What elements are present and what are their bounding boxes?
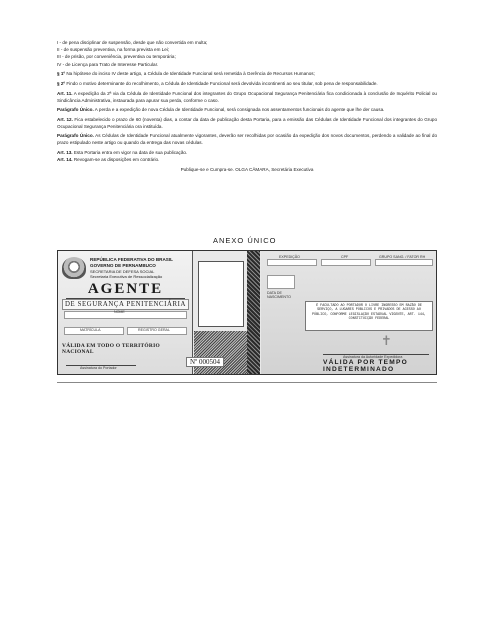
paragraph-1-label: § 1º — [57, 71, 66, 77]
article-11-label: Art. 11. — [57, 90, 73, 96]
paragraph-2-text: Findo o motivo determinante do recolhimento, a Cédula de Identidade Funcional será devolvida incontinenti ao seu titular, sob pena de responsabilidade. — [66, 81, 378, 87]
annex-title: ANEXO ÚNICO — [213, 236, 277, 245]
grupo-field — [375, 259, 433, 266]
item-ii: II - de suspensão preventiva, na forma prevista em Lei; — [57, 47, 170, 53]
article-11 — [57, 91, 437, 104]
coat-of-arms-icon — [62, 257, 86, 279]
article-14-label: Art. 14. — [57, 157, 73, 162]
bottom-divider — [57, 382, 437, 383]
data-nasc-field — [267, 275, 295, 289]
holder-signature-label: Assinatura do Portador — [80, 366, 117, 370]
paragraph-1-text: Na hipótese do inciso IV deste artigo, a Cédula de Identidade Funcional será remetida à Gerência de Recursos Humanos; — [66, 71, 315, 77]
article-11-text: A expedição da 2ª via da Cédula de Identidade Funcional dos integrantes do Grupo Ocupacional Segurança Penitenciária fica condicionada à conclusão de Inquérito Policial ou Sindicância Administrativa, instaurada para apurar sua perda, conforme o caso. — [57, 90, 437, 103]
expedicao-label: EXPEDIÇÃO — [279, 255, 300, 259]
paragrafo-unico-1-label: Parágrafo Único. — [57, 107, 94, 113]
expedicao-field — [267, 259, 317, 266]
paragrafo-unico-2 — [57, 133, 437, 146]
article-12 — [57, 117, 437, 130]
paragrafo-unico-2-label: Parágrafo Único. — [57, 133, 94, 139]
article-12-text: Fica estabelecido o prazo de 60 (noventa) dias, a contar da data de publicação desta Portaria, para a emissão das Cédulas de Identidade Funcional dos integrantes do Grupo Ocupacional Segurança Penitenciária ora instituída. — [57, 117, 437, 129]
card-institution — [90, 257, 173, 280]
inst-line-3: SECRETARIA DE DEFESA SOCIAL — [90, 268, 155, 274]
registro-label: REGISTRO GERAL — [138, 328, 170, 332]
cross-icon: ✝ — [381, 334, 392, 349]
item-iv: IV - de Licença para Trato de Interesse Particular. — [57, 61, 159, 67]
matricula-label: MATRÍCULA — [80, 328, 101, 332]
article-13-label: Art. 13. — [57, 149, 73, 155]
card-back-panel — [261, 251, 437, 374]
paragrafo-unico-1 — [57, 107, 437, 114]
paragrafo-unico-2-text: As Cédulas de Identidade Funcional atualmente vigorantes, deverão ser recolhidas por ocasião da expedição dos novos documentos, perdendo a validade ao final do prazo estipulado neste artigo ou quando da entrega das novas cédulas. — [57, 133, 437, 146]
inst-line-1: REPÚBLICA FEDERATIVA DO BRASIL — [90, 257, 173, 262]
authority-signature-label: Assinatura da Autoridade Expedidora — [343, 355, 403, 359]
article-14 — [57, 157, 437, 164]
name-field — [64, 311, 187, 319]
name-label: NOME — [114, 310, 125, 314]
document-text — [57, 40, 437, 177]
inst-line-2: GOVERNO DE PERNAMBUCO — [90, 262, 156, 268]
data-nasc-label: DATA DE NASCIMENTO — [267, 291, 291, 299]
cpf-label: CPF — [341, 255, 349, 259]
paragrafo-unico-1-text: A perda e a expedição de nova Cédula de Identidade Funcional, será consignada nos assentamentos funcionais do agente que lhe der causa. — [94, 107, 385, 113]
paragraph-2 — [57, 81, 437, 88]
validity-indefinite: VÁLIDA POR TEMPO INDETERMINADO — [323, 359, 408, 373]
grupo-label: GRUPO SANG. / FATOR RH — [379, 255, 426, 259]
card-corps: DE SEGURANÇA PENITENCIÁRIA — [62, 299, 189, 310]
validity-national: VÁLIDA EM TODO O TERRITÓRIO NACIONAL — [62, 343, 160, 355]
card-front-panel — [58, 251, 193, 374]
id-card — [57, 250, 437, 375]
article-14-text: Revogam-se as disposições em contrário. — [73, 157, 160, 162]
cpf-field — [321, 259, 371, 266]
security-stripe — [247, 251, 260, 374]
photo-placeholder — [198, 261, 244, 327]
item-iii: III - de prisão, por conveniência, preventiva ou temporária; — [57, 54, 176, 60]
paragraph-1 — [57, 71, 437, 78]
card-number: Nº 000504 — [186, 357, 224, 367]
paragraph-2-label: § 2º — [57, 81, 66, 87]
inst-line-4: Secretaria Executiva de Ressocialização — [90, 274, 163, 280]
item-i: I - de pena disciplinar de suspensão, desde que não convertida em multa; — [57, 40, 208, 45]
article-13 — [57, 150, 437, 157]
card-role-title: AGENTE — [66, 281, 185, 299]
article-12-label: Art. 12. — [57, 117, 73, 123]
signature-line: Publique-se e Cumpra-se. OLGA CÂMARA, Secretária Executiva — [180, 166, 314, 172]
article-13-text: Esta Portaria entra em vigor na data de sua publicação. — [73, 149, 188, 155]
card-notice: É FACULTADO AO PORTADOR O LIVRE INGRESSO EM RAZÃO DE SERVIÇO, A LUGARES PÚBLICOS E PRIVADOS DE ACESSO AO PÚBLICO, CONFORME LEGISLAÇÃO ESTADUAL VIGENTE, ART. 144, CONSTITUIÇÃO FEDERAL — [305, 301, 433, 331]
